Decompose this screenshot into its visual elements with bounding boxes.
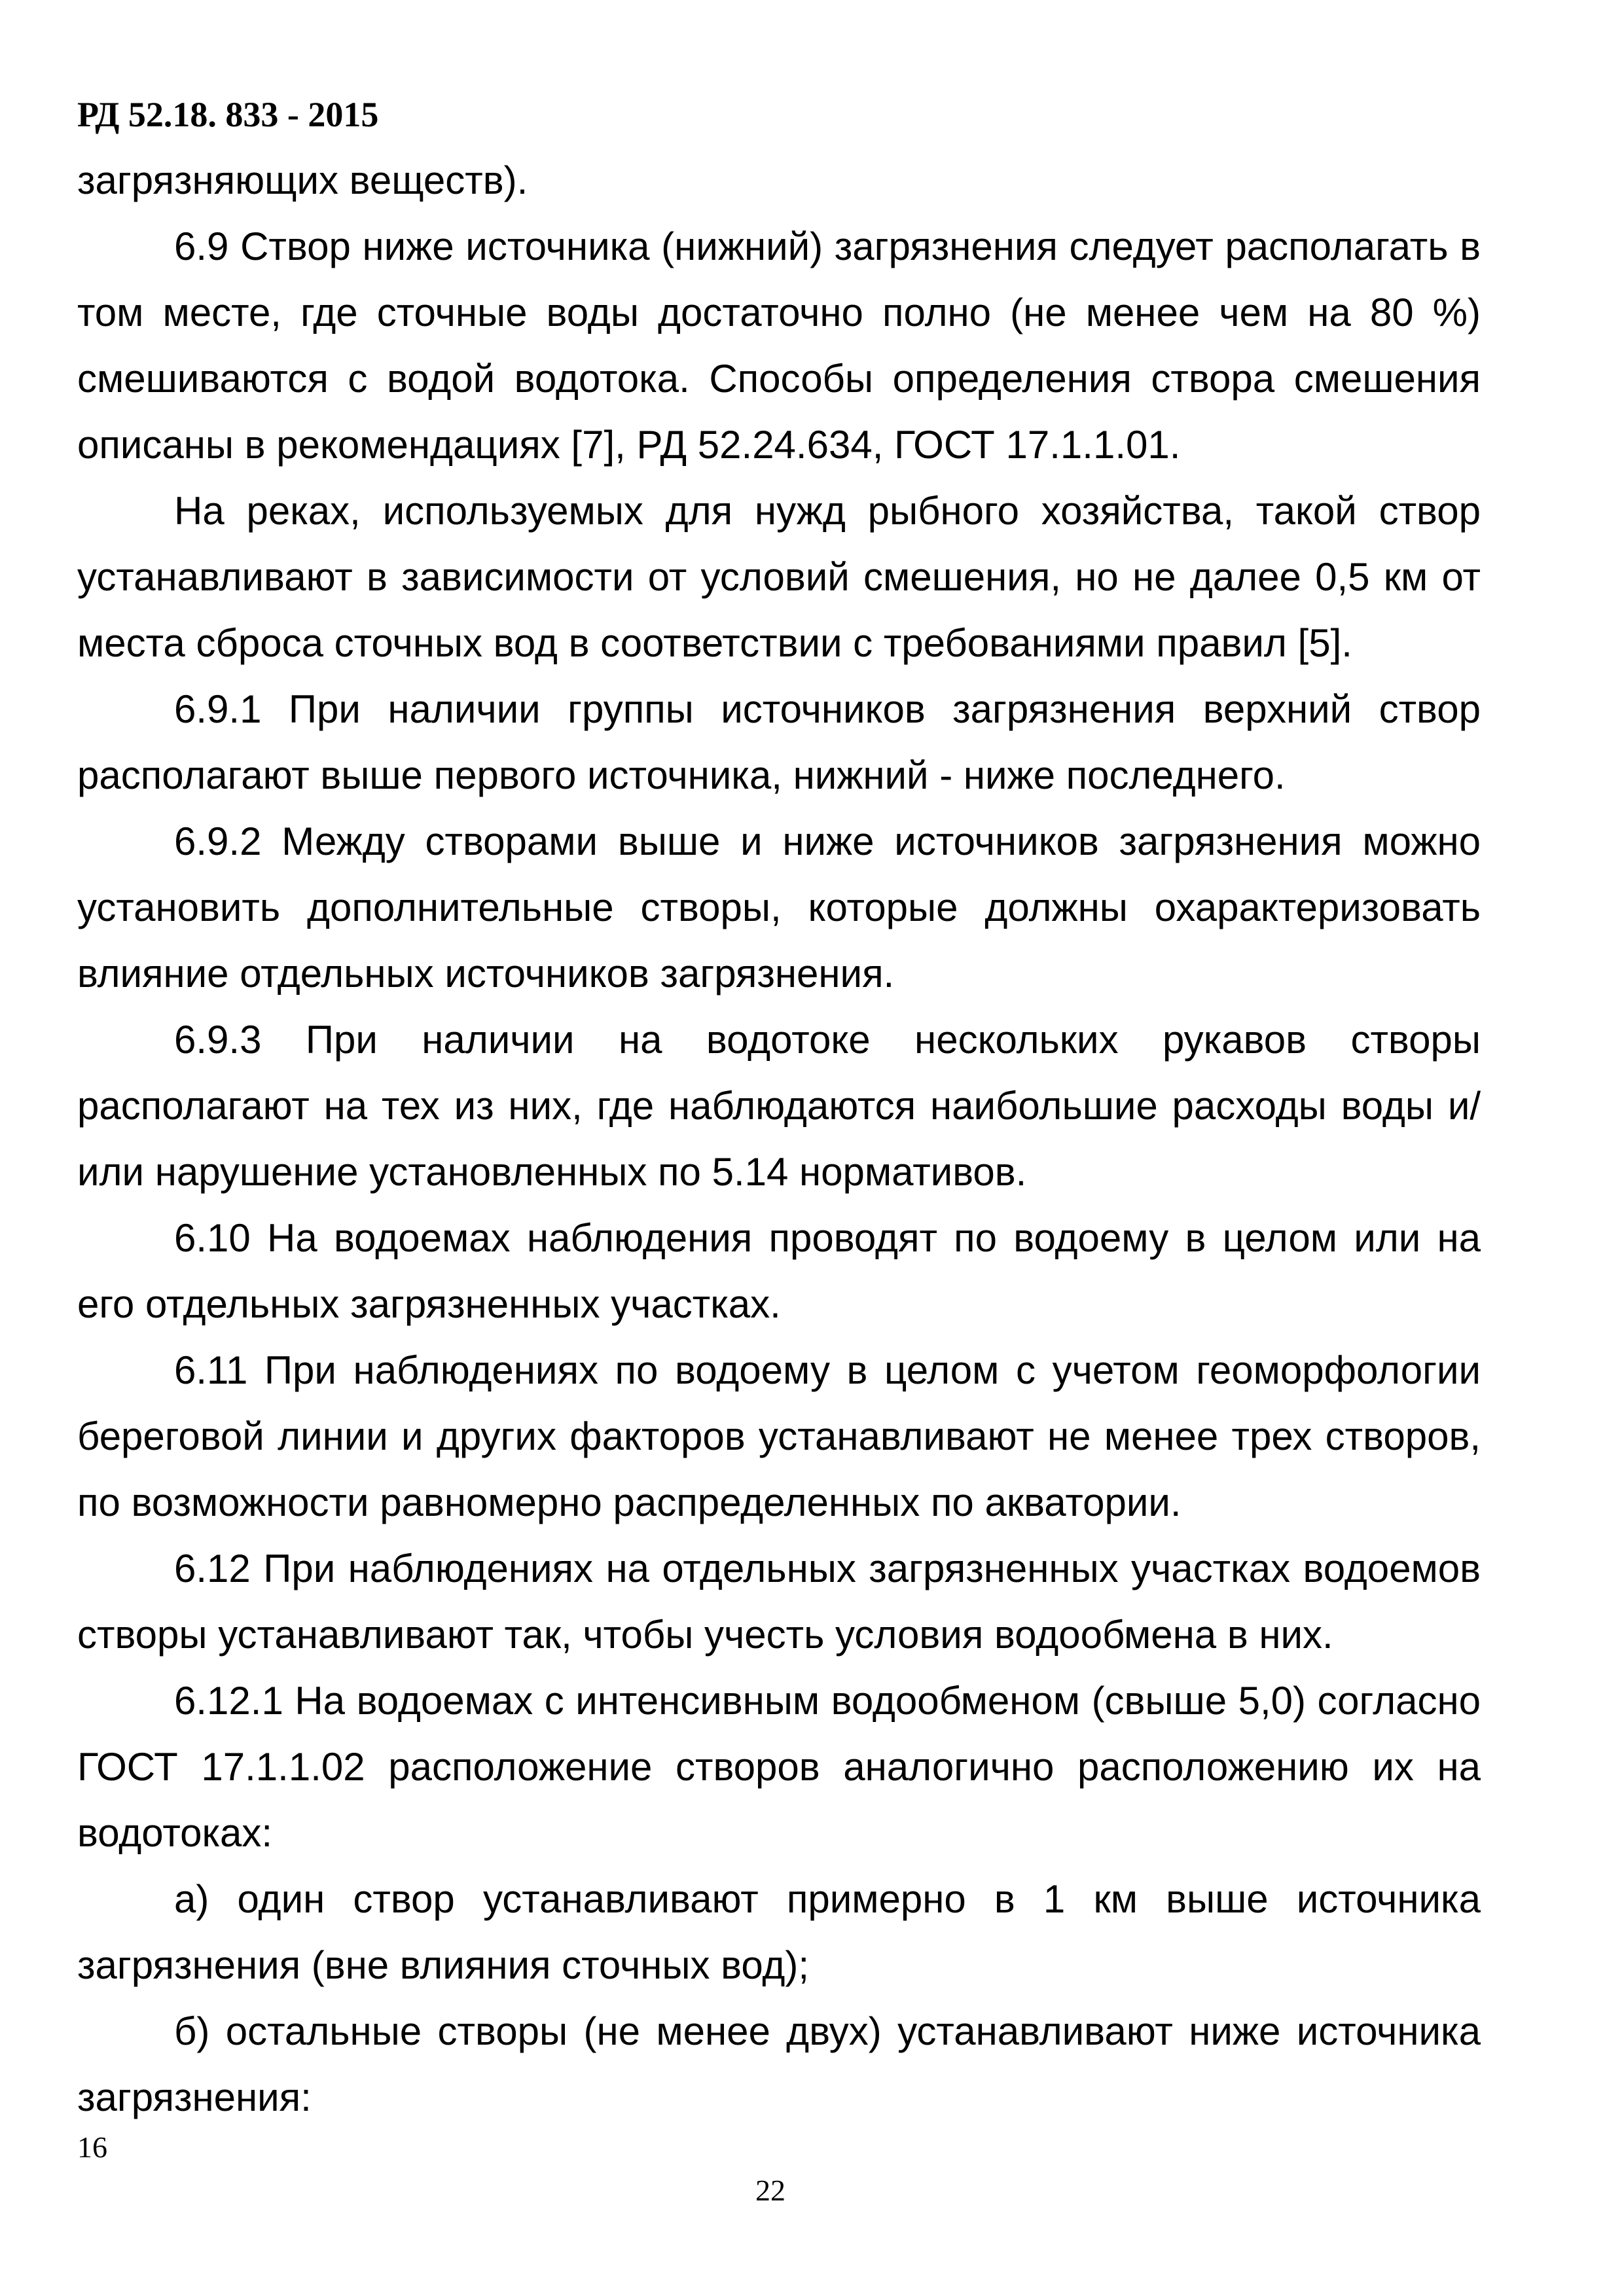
paragraph-continuation: загрязняющих веществ). (77, 158, 528, 202)
paragraph-6-9-2: 6.9.2 Между створами выше и ниже источников загрязнения можно установить дополнительные створы, которые должны охарактеризовать влияние отдельных источников загрязнения. (77, 819, 1481, 996)
list-item-a: а) один створ устанавливают примерно в 1 км выше источника загрязнения (вне влияния сточных вод); (77, 1877, 1481, 1987)
paragraph-6-10: 6.10 На водоемах наблюдения проводят по водоему в целом или на его отдельных загрязненных участках. (77, 1216, 1481, 1326)
paragraph-rivers-fishery: На реках, используемых для нужд рыбного хозяйства, такой створ устанавливают в зависимости от условий смешения, но не далее 0,5 км от места сброса сточных вод в соответствии с требованиями правил [5]. (77, 489, 1481, 665)
page-number-left: 16 (77, 2130, 107, 2164)
list-item-b: б) остальные створы (не менее двух) устанавливают ниже источника загрязнения: (77, 2009, 1481, 2119)
document-code-header: РД 52.18. 833 - 2015 (77, 95, 379, 134)
paragraph-6-9-3: 6.9.3 При наличии на водотоке нескольких рукавов створы располагают на тех из них, где наблюдаются наибольшие расходы воды и/или нарушение установленных по 5.14 нормативов. (77, 1018, 1481, 1194)
paragraph-6-9: 6.9 Створ ниже источника (нижний) загрязнения следует располагать в том месте, где сточные воды достаточно полно (не менее чем на 80 %) смешиваются с водой водотока. Способы определения створа смешения описаны в рекомендациях [7], РД 52.24.634, ГОСТ 17.1.1.01. (77, 224, 1481, 467)
paragraph-6-11: 6.11 При наблюдениях по водоему в целом с учетом геоморфологии береговой линии и других факторов устанавливают не менее трех створов, по возможности равномерно распределенных по акватории. (77, 1348, 1481, 1524)
paragraph-6-9-1: 6.9.1 При наличии группы источников загрязнения верхний створ располагают выше первого источника, нижний - ниже последнего. (77, 687, 1481, 797)
document-body (77, 147, 1481, 2130)
paragraph-6-12-1: 6.12.1 На водоемах с интенсивным водообменом (свыше 5,0) согласно ГОСТ 17.1.1.02 расположение створов аналогично расположению их на водотоках: (77, 1679, 1481, 1855)
paragraph-6-12: 6.12 При наблюдениях на отдельных загрязненных участках водоемов створы устанавливают так, чтобы учесть условия водообмена в них. (77, 1547, 1481, 1657)
page-number-center: 22 (755, 2174, 785, 2207)
